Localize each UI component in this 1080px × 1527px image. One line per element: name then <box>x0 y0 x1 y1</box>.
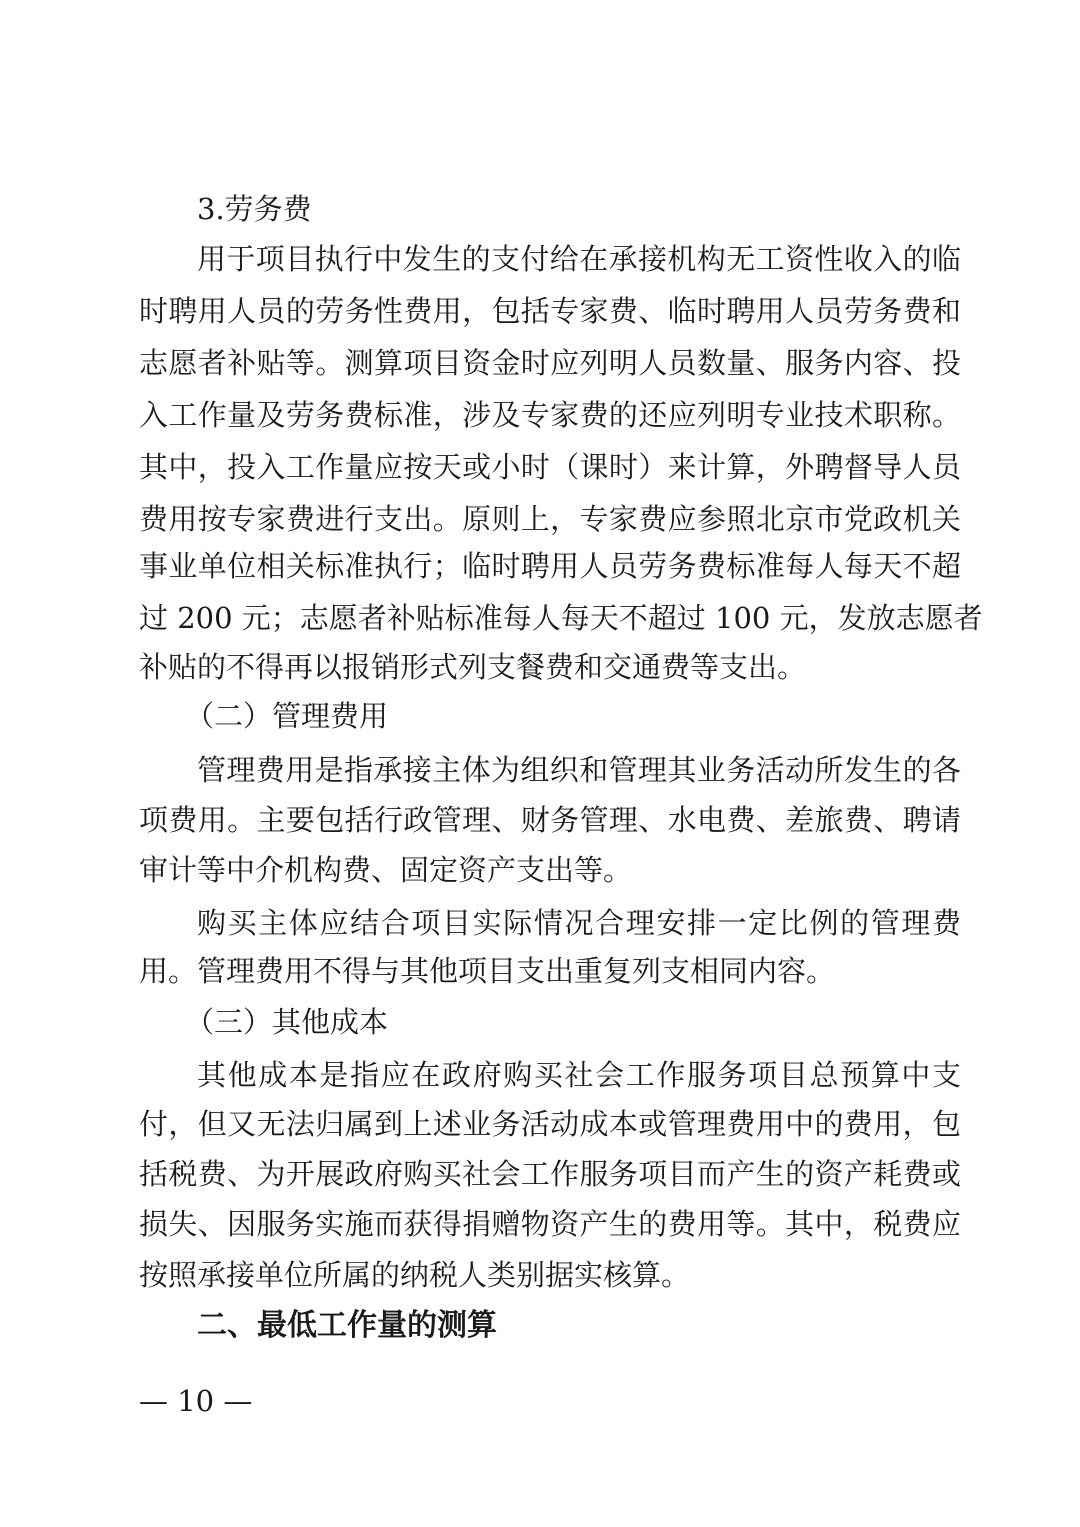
management-fee-heading: （二）管理费用 <box>185 699 389 733</box>
page-number: — 10 — <box>139 1384 253 1418</box>
labor-fee-line-7: 事业单位相关标准执行；临时聘用人员劳务费标准每人每天不超 <box>139 549 961 583</box>
management-fee-p1-line-2: 项费用。主要包括行政管理、财务管理、水电费、差旅费、聘请 <box>139 803 961 837</box>
labor-fee-line-8: 过 200 元；志愿者补贴标准每人每天不超过 100 元，发放志愿者 <box>139 601 983 635</box>
management-fee-p1-line-3: 审计等中介机构费、固定资产支出等。 <box>139 853 633 887</box>
labor-fee-line-5: 其中，投入工作量应按天或小时（课时）来计算，外聘督导人员 <box>139 450 961 484</box>
other-costs-heading: （三）其他成本 <box>185 1005 389 1039</box>
other-costs-line-2: 付，但又无法归属到上述业务活动成本或管理费用中的费用，包 <box>139 1107 961 1141</box>
other-costs-line-1: 其他成本是指应在政府购买社会工作服务项目总预算中支 <box>197 1058 961 1092</box>
management-fee-p2-line-2: 用。管理费用不得与其他项目支出重复列支相同内容。 <box>139 954 836 988</box>
other-costs-line-5: 按照承接单位所属的纳税人类别据实核算。 <box>139 1258 691 1292</box>
management-fee-p1-line-1: 管理费用是指承接主体为组织和管理其业务活动所发生的各 <box>197 753 961 787</box>
management-fee-p2-line-1: 购买主体应结合项目实际情况合理安排一定比例的管理费 <box>197 906 961 940</box>
labor-fee-line-1: 用于项目执行中发生的支付给在承接机构无工资性收入的临 <box>197 242 961 276</box>
labor-fee-line-9: 补贴的不得再以报销形式列支餐费和交通费等支出。 <box>139 650 807 684</box>
labor-fee-line-4: 入工作量及劳务费标准，涉及专家费的还应列明专业技术职称。 <box>139 398 961 432</box>
labor-fee-line-3: 志愿者补贴等。测算项目资金时应列明人员数量、服务内容、投 <box>139 346 961 380</box>
labor-fee-line-2: 时聘用人员的劳务性费用，包括专家费、临时聘用人员劳务费和 <box>139 294 961 328</box>
section-two-heading: 二、最低工作量的测算 <box>197 1308 497 1343</box>
other-costs-line-4: 损失、因服务实施而获得捐赠物资产生的费用等。其中，税费应 <box>139 1207 961 1241</box>
labor-fee-heading: 3.劳务费 <box>197 192 312 226</box>
labor-fee-line-6: 费用按专家费进行支出。原则上，专家费应参照北京市党政机关 <box>139 502 961 536</box>
other-costs-line-3: 括税费、为开展政府购买社会工作服务项目而产生的资产耗费或 <box>139 1157 961 1191</box>
